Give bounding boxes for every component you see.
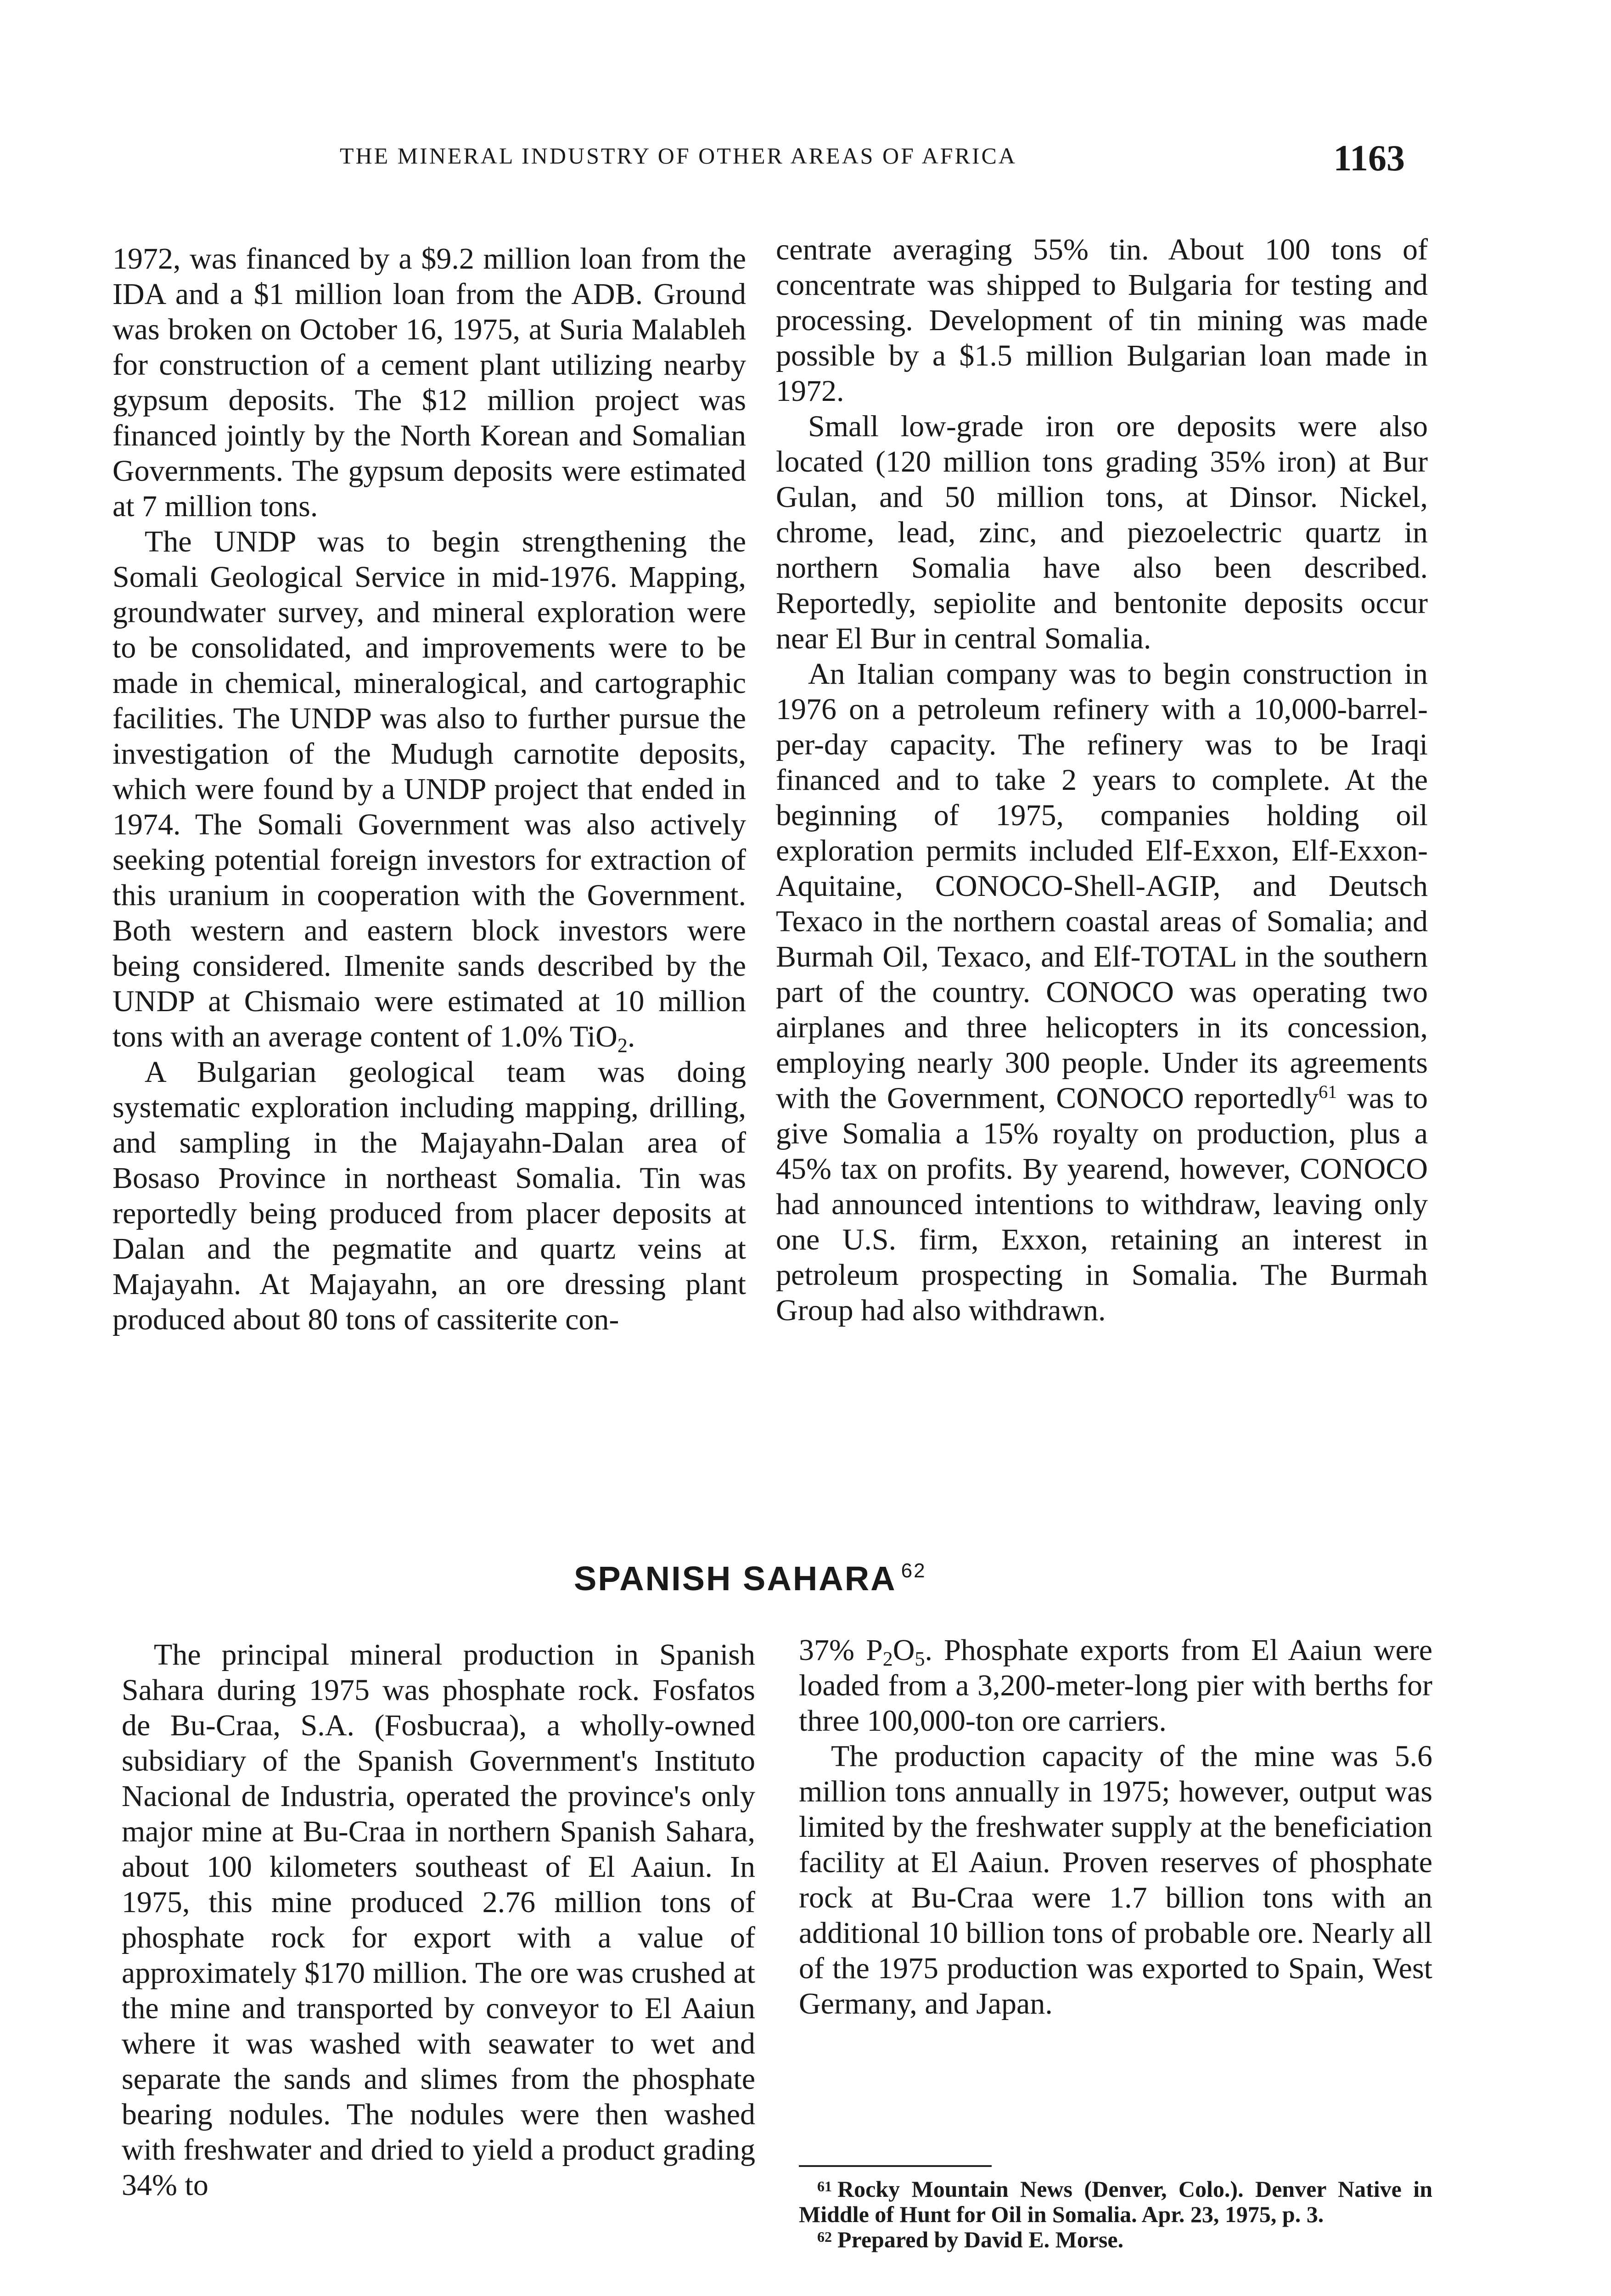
- paragraph: The UNDP was to begin strengthening the Somali Geological Service in mid-1976. Mapping, groundwater survey, and mineral exploration were to be consolidated, and improvements were to be made in chemical, mineralogical, and cartographic facilities. The UNDP was also to further pursue the investigation of the Mudugh carnotite deposits, which were found by a UNDP project that ended in 1974. The Somali Government was also actively seeking potential foreign investors for extraction of this uranium in cooperation with the Government. Both western and eastern block investors were being considered. Ilmenite sands described by the UNDP at Chismaio were estimated at 10 million tons with an average content of 1.0% TiO$_2$.: [112, 525, 746, 1057]
- footnote-divider: [799, 2165, 992, 2167]
- paragraph: The production capacity of the mine was 5.6 million tons annually in 1975; however, output was limited by the freshwater supply at the beneficiation facility at El Aaiun. Proven reserves of phosphate rock at Bu-Craa were 1.7 billion tons with an additional 10 billion tons of probable ore. Nearly all of the 1975 production was exported to Spain, West Germany, and Japan.: [799, 1739, 1432, 2020]
- paragraph: A Bulgarian geological team was doing systematic exploration including mapping, drilling, and sampling in the Majayahn-Dalan area of Bosaso Province in northeast Somalia. Tin was reportedly being produced from placer deposits at Dalan and the pegmatite and quartz veins at Majayahn. At Majayahn, an ore dressing plant produced about 80 tons of cassiterite con-: [112, 1055, 746, 1336]
- section-title: SPANISH SAHARA: [574, 1559, 897, 1598]
- column-right-bottom: [799, 1632, 1432, 2021]
- running-header-title: THE MINERAL INDUSTRY OF OTHER AREAS OF AFRICA: [340, 143, 1017, 169]
- column-left-bottom: [122, 1637, 755, 2203]
- paragraph: An Italian company was to begin construction in 1976 on a petroleum refinery with a 10,000-barrel-per-day capacity. The refinery was to be Iraqi financed and to take 2 years to complete. At the beginning of 1975, companies holding oil exploration permits included Elf-Exxon, Elf-Exxon-Aquitaine, CONOCO-Shell-AGIP, and Deutsch Texaco in the northern coastal areas of Somalia; and Burmah Oil, Texaco, and Elf-TOTAL in the southern part of the country. CONOCO was operating two airplanes and three helicopters in its concession, employing nearly 300 people. Under its agreements with the Government, CONOCO reportedly$^{61}$ was to give Somalia a 15% royalty on production, plus a 45% tax on profits. By yearend, however, CONOCO had announced intentions to withdraw, leaving only one U.S. firm, Exxon, retaining an interest in petroleum prospecting in Somalia. The Burmah Group had also withdrawn.: [776, 657, 1428, 1327]
- footnote: $^{61}$ Rocky Mountain News (Denver, Colo.). Denver Native in Middle of Hunt for Oil in Somalia. Apr. 23, 1975, p. 3.: [799, 2176, 1432, 2227]
- paragraph: Small low-grade iron ore deposits were also located (120 million tons grading 35% iron) at Bur Gulan, and 50 million tons, at Dinsor. Nickel, chrome, lead, zinc, and piezoelectric quartz in northern Somalia have also been described. Reportedly, sepiolite and bentonite deposits occur near El Bur in central Somalia.: [776, 410, 1428, 655]
- footnotes: [799, 2177, 1432, 2252]
- footnote-ref: 61: [1319, 1081, 1337, 1102]
- column-left-top: [112, 241, 746, 1337]
- footnote: $^{62}$ Prepared by David E. Morse.: [817, 2227, 1124, 2252]
- page-number: 1163: [1333, 138, 1405, 179]
- column-right-top: [776, 232, 1428, 1328]
- page-header: [340, 138, 1405, 193]
- paragraph: The principal mineral production in Spanish Sahara during 1975 was phosphate rock. Fosfatos de Bu-Craa, S.A. (Fosbucraa), a wholly-owned subsidiary of the Spanish Government's Instituto Nacional de Industria, operated the province's only major mine at Bu-Craa in northern Spanish Sahara, about 100 kilometers southeast of El Aaiun. In 1975, this mine produced 2.76 million tons of phosphate rock for export with a value of approximately $170 million. The ore was crushed at the mine and transported by conveyor to El Aaiun where it was washed with seawater to wet and separate the sands and slimes from the phosphate bearing nodules. The nodules were then washed with freshwater and dried to yield a product grading 34% to: [122, 1638, 755, 2202]
- paragraph: 1972, was financed by a $9.2 million loan from the IDA and a $1 million loan from the ADB. Ground was broken on October 16, 1975, at Suria Malableh for construction of a cement plant utilizing nearby gypsum deposits. The $12 million project was financed jointly by the North Korean and Somalian Governments. The gypsum deposits were estimated at 7 million tons.: [112, 242, 746, 523]
- paragraph: 37% $P_2O_5$. Phosphate exports from El Aaiun were loaded from a 3,200-meter-long pier with berths for three 100,000-ton ore carriers.: [799, 1633, 1433, 1738]
- footnote-ref: 62: [901, 1559, 926, 1582]
- section-heading: [574, 1559, 1033, 1598]
- paragraph: centrate averaging 55% tin. About 100 tons of concentrate was shipped to Bulgaria for testing and processing. Development of tin mining was made possible by a $1.5 million Bulgarian loan made in 1972.: [776, 233, 1428, 408]
